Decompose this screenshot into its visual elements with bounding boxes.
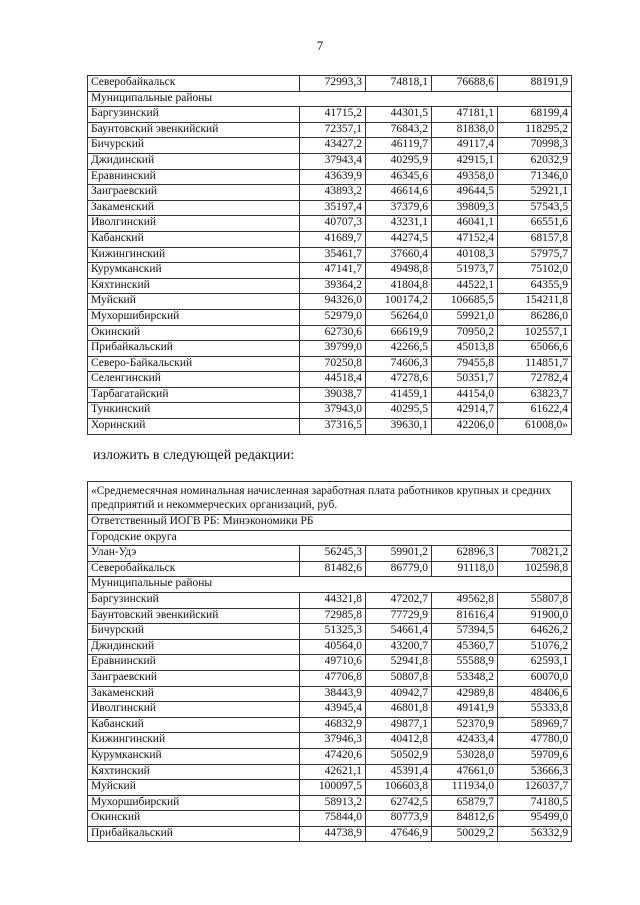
region-name: Иволгинский: [88, 702, 300, 718]
value-cell: 47646,9: [366, 826, 432, 842]
value-cell: 111934,0: [432, 780, 498, 796]
value-cell: 55588,9: [432, 655, 498, 671]
value-cell: 62742,5: [366, 795, 432, 811]
value-cell: 70821,2: [498, 546, 572, 562]
region-name: Еравнинский: [88, 655, 300, 671]
table1-body: [88, 76, 572, 435]
value-cell: 47152,4: [432, 231, 498, 247]
value-cell: 88191,9: [498, 76, 572, 92]
value-cell: 44738,9: [300, 826, 366, 842]
value-cell: 76843,2: [366, 122, 432, 138]
value-cell: 56245,3: [300, 546, 366, 562]
value-cell: 43639,9: [300, 169, 366, 185]
value-cell: 47278,6: [366, 372, 432, 388]
value-cell: 40942,7: [366, 686, 432, 702]
value-cell: 61008,0»: [498, 419, 572, 435]
value-cell: 49877,1: [366, 717, 432, 733]
value-cell: 37660,4: [366, 247, 432, 263]
value-cell: 40707,3: [300, 216, 366, 232]
value-cell: 81838,0: [432, 122, 498, 138]
region-name: Курумканский: [88, 748, 300, 764]
value-cell: 45360,7: [432, 639, 498, 655]
table-row: [88, 764, 572, 780]
value-cell: 57394,5: [432, 624, 498, 640]
value-cell: 100174,2: [366, 294, 432, 310]
value-cell: 43945,4: [300, 702, 366, 718]
table-section-row: [88, 91, 572, 107]
value-cell: 62730,6: [300, 325, 366, 341]
table-row: [88, 639, 572, 655]
value-cell: 35197,4: [300, 200, 366, 216]
region-name: Баунтовский эвенкийский: [88, 608, 300, 624]
table-row: [88, 76, 572, 92]
value-cell: 47780,0: [498, 733, 572, 749]
value-cell: 46345,6: [366, 169, 432, 185]
region-name: Закаменский: [88, 686, 300, 702]
value-cell: 37946,3: [300, 733, 366, 749]
section-label: Ответственный ИОГВ РБ: Минэкономики РБ: [88, 515, 572, 531]
value-cell: 79455,8: [432, 356, 498, 372]
value-cell: 81482,6: [300, 561, 366, 577]
value-cell: 49141,9: [432, 702, 498, 718]
value-cell: 118295,2: [498, 122, 572, 138]
value-cell: 47420,6: [300, 748, 366, 764]
value-cell: 65879,7: [432, 795, 498, 811]
value-cell: 86779,0: [366, 561, 432, 577]
section-label: Муниципальные районы: [88, 577, 572, 593]
region-name: Иволгинский: [88, 216, 300, 232]
value-cell: 44154,0: [432, 387, 498, 403]
value-cell: 40108,3: [432, 247, 498, 263]
table-title-row: [88, 482, 572, 515]
value-cell: 59709,6: [498, 748, 572, 764]
region-name: Мухоршибирский: [88, 309, 300, 325]
value-cell: 57543,5: [498, 200, 572, 216]
value-cell: 114851,7: [498, 356, 572, 372]
region-name: Заиграевский: [88, 185, 300, 201]
region-name: Еравнинский: [88, 169, 300, 185]
value-cell: 39038,7: [300, 387, 366, 403]
table-row: [88, 341, 572, 357]
value-cell: 53028,0: [432, 748, 498, 764]
value-cell: 50029,2: [432, 826, 498, 842]
value-cell: 37943,4: [300, 153, 366, 169]
region-name: Баргузинский: [88, 592, 300, 608]
page-number: 7: [316, 38, 324, 53]
salary-table-old: [87, 75, 572, 435]
value-cell: 102598,8: [498, 561, 572, 577]
table-row: [88, 138, 572, 154]
table2-body: [88, 482, 572, 842]
value-cell: 126037,7: [498, 780, 572, 796]
value-cell: 46041,1: [432, 216, 498, 232]
table-row: [88, 278, 572, 294]
table-row: [88, 733, 572, 749]
value-cell: 41715,2: [300, 107, 366, 123]
table-row: [88, 122, 572, 138]
value-cell: 72782,4: [498, 372, 572, 388]
region-name: Бичурский: [88, 624, 300, 640]
value-cell: 41459,1: [366, 387, 432, 403]
table-title: «Среднемесячная номинальная начисленная заработная плата работников крупных и средних предприятий и некоммерческих организаций, руб.: [88, 482, 572, 515]
value-cell: 53666,3: [498, 764, 572, 780]
table-row: [88, 826, 572, 842]
value-cell: 50351,7: [432, 372, 498, 388]
value-cell: 62593,1: [498, 655, 572, 671]
region-name: Тункинский: [88, 403, 300, 419]
value-cell: 71346,0: [498, 169, 572, 185]
value-cell: 42621,1: [300, 764, 366, 780]
region-name: Прибайкальский: [88, 826, 300, 842]
table-row: [88, 748, 572, 764]
value-cell: 94326,0: [300, 294, 366, 310]
instruction-text: изложить в следующей редакции:: [93, 448, 295, 463]
value-cell: 75102,0: [498, 263, 572, 279]
value-cell: 49358,0: [432, 169, 498, 185]
value-cell: 100097,5: [300, 780, 366, 796]
value-cell: 47706,8: [300, 670, 366, 686]
value-cell: 51325,3: [300, 624, 366, 640]
table-row: [88, 387, 572, 403]
value-cell: 46119,7: [366, 138, 432, 154]
value-cell: 68199,4: [498, 107, 572, 123]
region-name: Кабанский: [88, 717, 300, 733]
table-row: [88, 655, 572, 671]
value-cell: 51973,7: [432, 263, 498, 279]
value-cell: 47202,7: [366, 592, 432, 608]
value-cell: 49710,6: [300, 655, 366, 671]
value-cell: 52979,0: [300, 309, 366, 325]
table-row: [88, 309, 572, 325]
value-cell: 74606,3: [366, 356, 432, 372]
region-name: Северобайкальск: [88, 76, 300, 92]
value-cell: 95499,0: [498, 811, 572, 827]
value-cell: 66619,9: [366, 325, 432, 341]
value-cell: 59901,2: [366, 546, 432, 562]
value-cell: 52921,1: [498, 185, 572, 201]
table-row: [88, 780, 572, 796]
value-cell: 44321,8: [300, 592, 366, 608]
value-cell: 91118,0: [432, 561, 498, 577]
value-cell: 64626,2: [498, 624, 572, 640]
value-cell: 42206,0: [432, 419, 498, 435]
value-cell: 80773,9: [366, 811, 432, 827]
value-cell: 154211,8: [498, 294, 572, 310]
table-row: [88, 811, 572, 827]
region-name: Кижингинский: [88, 247, 300, 263]
region-name: Тарбагатайский: [88, 387, 300, 403]
value-cell: 75844,0: [300, 811, 366, 827]
region-name: Кяхтинский: [88, 764, 300, 780]
table-row: [88, 702, 572, 718]
value-cell: 106603,8: [366, 780, 432, 796]
table-row: [88, 670, 572, 686]
value-cell: 66551,6: [498, 216, 572, 232]
table-row: [88, 592, 572, 608]
table-row: [88, 372, 572, 388]
value-cell: 74180,5: [498, 795, 572, 811]
value-cell: 57975,7: [498, 247, 572, 263]
value-cell: 40564,0: [300, 639, 366, 655]
value-cell: 53348,2: [432, 670, 498, 686]
value-cell: 39809,3: [432, 200, 498, 216]
value-cell: 42915,1: [432, 153, 498, 169]
region-name: Джидинский: [88, 153, 300, 169]
value-cell: 43893,2: [300, 185, 366, 201]
region-name: Баргузинский: [88, 107, 300, 123]
table-row: [88, 153, 572, 169]
region-name: Закаменский: [88, 200, 300, 216]
value-cell: 102557,1: [498, 325, 572, 341]
value-cell: 38443,9: [300, 686, 366, 702]
value-cell: 37943,0: [300, 403, 366, 419]
table-row: [88, 216, 572, 232]
value-cell: 74818,1: [366, 76, 432, 92]
region-name: Окинский: [88, 325, 300, 341]
table-row: [88, 624, 572, 640]
region-name: Баунтовский эвенкийский: [88, 122, 300, 138]
value-cell: 46801,8: [366, 702, 432, 718]
region-name: Муйский: [88, 294, 300, 310]
region-name: Курумканский: [88, 263, 300, 279]
value-cell: 41689,7: [300, 231, 366, 247]
region-name: Селенгинский: [88, 372, 300, 388]
region-name: Кяхтинский: [88, 278, 300, 294]
value-cell: 64355,9: [498, 278, 572, 294]
region-name: Заиграевский: [88, 670, 300, 686]
table-row: [88, 169, 572, 185]
value-cell: 62032,9: [498, 153, 572, 169]
value-cell: 39799,0: [300, 341, 366, 357]
region-name: Северобайкальск: [88, 561, 300, 577]
table-row: [88, 419, 572, 435]
value-cell: 81616,4: [432, 608, 498, 624]
value-cell: 72993,3: [300, 76, 366, 92]
value-cell: 56264,0: [366, 309, 432, 325]
value-cell: 72357,1: [300, 122, 366, 138]
value-cell: 45391,4: [366, 764, 432, 780]
value-cell: 37316,5: [300, 419, 366, 435]
section-label: Муниципальные районы: [88, 91, 572, 107]
region-name: Джидинский: [88, 639, 300, 655]
value-cell: 48406,6: [498, 686, 572, 702]
value-cell: 51076,2: [498, 639, 572, 655]
region-name: Хоринский: [88, 419, 300, 435]
value-cell: 63823,7: [498, 387, 572, 403]
value-cell: 40412,8: [366, 733, 432, 749]
value-cell: 58913,2: [300, 795, 366, 811]
table-section-row: [88, 530, 572, 546]
value-cell: 59921,0: [432, 309, 498, 325]
value-cell: 42914,7: [432, 403, 498, 419]
table-row: [88, 795, 572, 811]
value-cell: 46614,6: [366, 185, 432, 201]
value-cell: 106685,5: [432, 294, 498, 310]
value-cell: 56332,9: [498, 826, 572, 842]
value-cell: 45013,8: [432, 341, 498, 357]
value-cell: 42433,4: [432, 733, 498, 749]
value-cell: 49498,8: [366, 263, 432, 279]
value-cell: 44274,5: [366, 231, 432, 247]
table-row: [88, 231, 572, 247]
table-row: [88, 403, 572, 419]
section-label: Городские округа: [88, 530, 572, 546]
region-name: Прибайкальский: [88, 341, 300, 357]
table-row: [88, 546, 572, 562]
value-cell: 65066,6: [498, 341, 572, 357]
value-cell: 55333,8: [498, 702, 572, 718]
value-cell: 43427,2: [300, 138, 366, 154]
table-row: [88, 200, 572, 216]
value-cell: 50502,9: [366, 748, 432, 764]
value-cell: 44522,1: [432, 278, 498, 294]
value-cell: 60070,0: [498, 670, 572, 686]
value-cell: 41804,8: [366, 278, 432, 294]
value-cell: 77729,9: [366, 608, 432, 624]
value-cell: 86286,0: [498, 309, 572, 325]
table-row: [88, 717, 572, 733]
value-cell: 47181,1: [432, 107, 498, 123]
value-cell: 39630,1: [366, 419, 432, 435]
table-row: [88, 561, 572, 577]
value-cell: 72985,8: [300, 608, 366, 624]
value-cell: 44518,4: [300, 372, 366, 388]
value-cell: 42989,8: [432, 686, 498, 702]
value-cell: 70250,8: [300, 356, 366, 372]
value-cell: 70998,3: [498, 138, 572, 154]
value-cell: 61622,4: [498, 403, 572, 419]
value-cell: 52941,8: [366, 655, 432, 671]
table-section-row: [88, 577, 572, 593]
region-name: Окинский: [88, 811, 300, 827]
region-name: Муйский: [88, 780, 300, 796]
region-name: Северо-Байкальский: [88, 356, 300, 372]
value-cell: 52370,9: [432, 717, 498, 733]
value-cell: 43200,7: [366, 639, 432, 655]
value-cell: 49562,8: [432, 592, 498, 608]
value-cell: 42266,5: [366, 341, 432, 357]
value-cell: 47661,0: [432, 764, 498, 780]
table-row: [88, 263, 572, 279]
value-cell: 39364,2: [300, 278, 366, 294]
table-row: [88, 608, 572, 624]
value-cell: 47141,7: [300, 263, 366, 279]
value-cell: 84812,6: [432, 811, 498, 827]
value-cell: 40295,5: [366, 403, 432, 419]
value-cell: 40295,9: [366, 153, 432, 169]
table-row: [88, 686, 572, 702]
region-name: Бичурский: [88, 138, 300, 154]
value-cell: 70950,2: [432, 325, 498, 341]
value-cell: 49117,4: [432, 138, 498, 154]
table-row: [88, 247, 572, 263]
value-cell: 37379,6: [366, 200, 432, 216]
region-name: Улан-Удэ: [88, 546, 300, 562]
value-cell: 55807,8: [498, 592, 572, 608]
region-name: Кижингинский: [88, 733, 300, 749]
value-cell: 62896,3: [432, 546, 498, 562]
value-cell: 46832,9: [300, 717, 366, 733]
value-cell: 50807,8: [366, 670, 432, 686]
region-name: Кабанский: [88, 231, 300, 247]
value-cell: 91900,0: [498, 608, 572, 624]
table-row: [88, 325, 572, 341]
table-row: [88, 185, 572, 201]
region-name: Мухоршибирский: [88, 795, 300, 811]
value-cell: 76688,6: [432, 76, 498, 92]
value-cell: 49644,5: [432, 185, 498, 201]
table-row: [88, 107, 572, 123]
value-cell: 44301,5: [366, 107, 432, 123]
salary-table-new: [87, 481, 572, 842]
table-section-row: [88, 515, 572, 531]
table-row: [88, 294, 572, 310]
value-cell: 35461,7: [300, 247, 366, 263]
value-cell: 43231,1: [366, 216, 432, 232]
value-cell: 68157,8: [498, 231, 572, 247]
table-row: [88, 356, 572, 372]
value-cell: 54661,4: [366, 624, 432, 640]
value-cell: 58969,7: [498, 717, 572, 733]
